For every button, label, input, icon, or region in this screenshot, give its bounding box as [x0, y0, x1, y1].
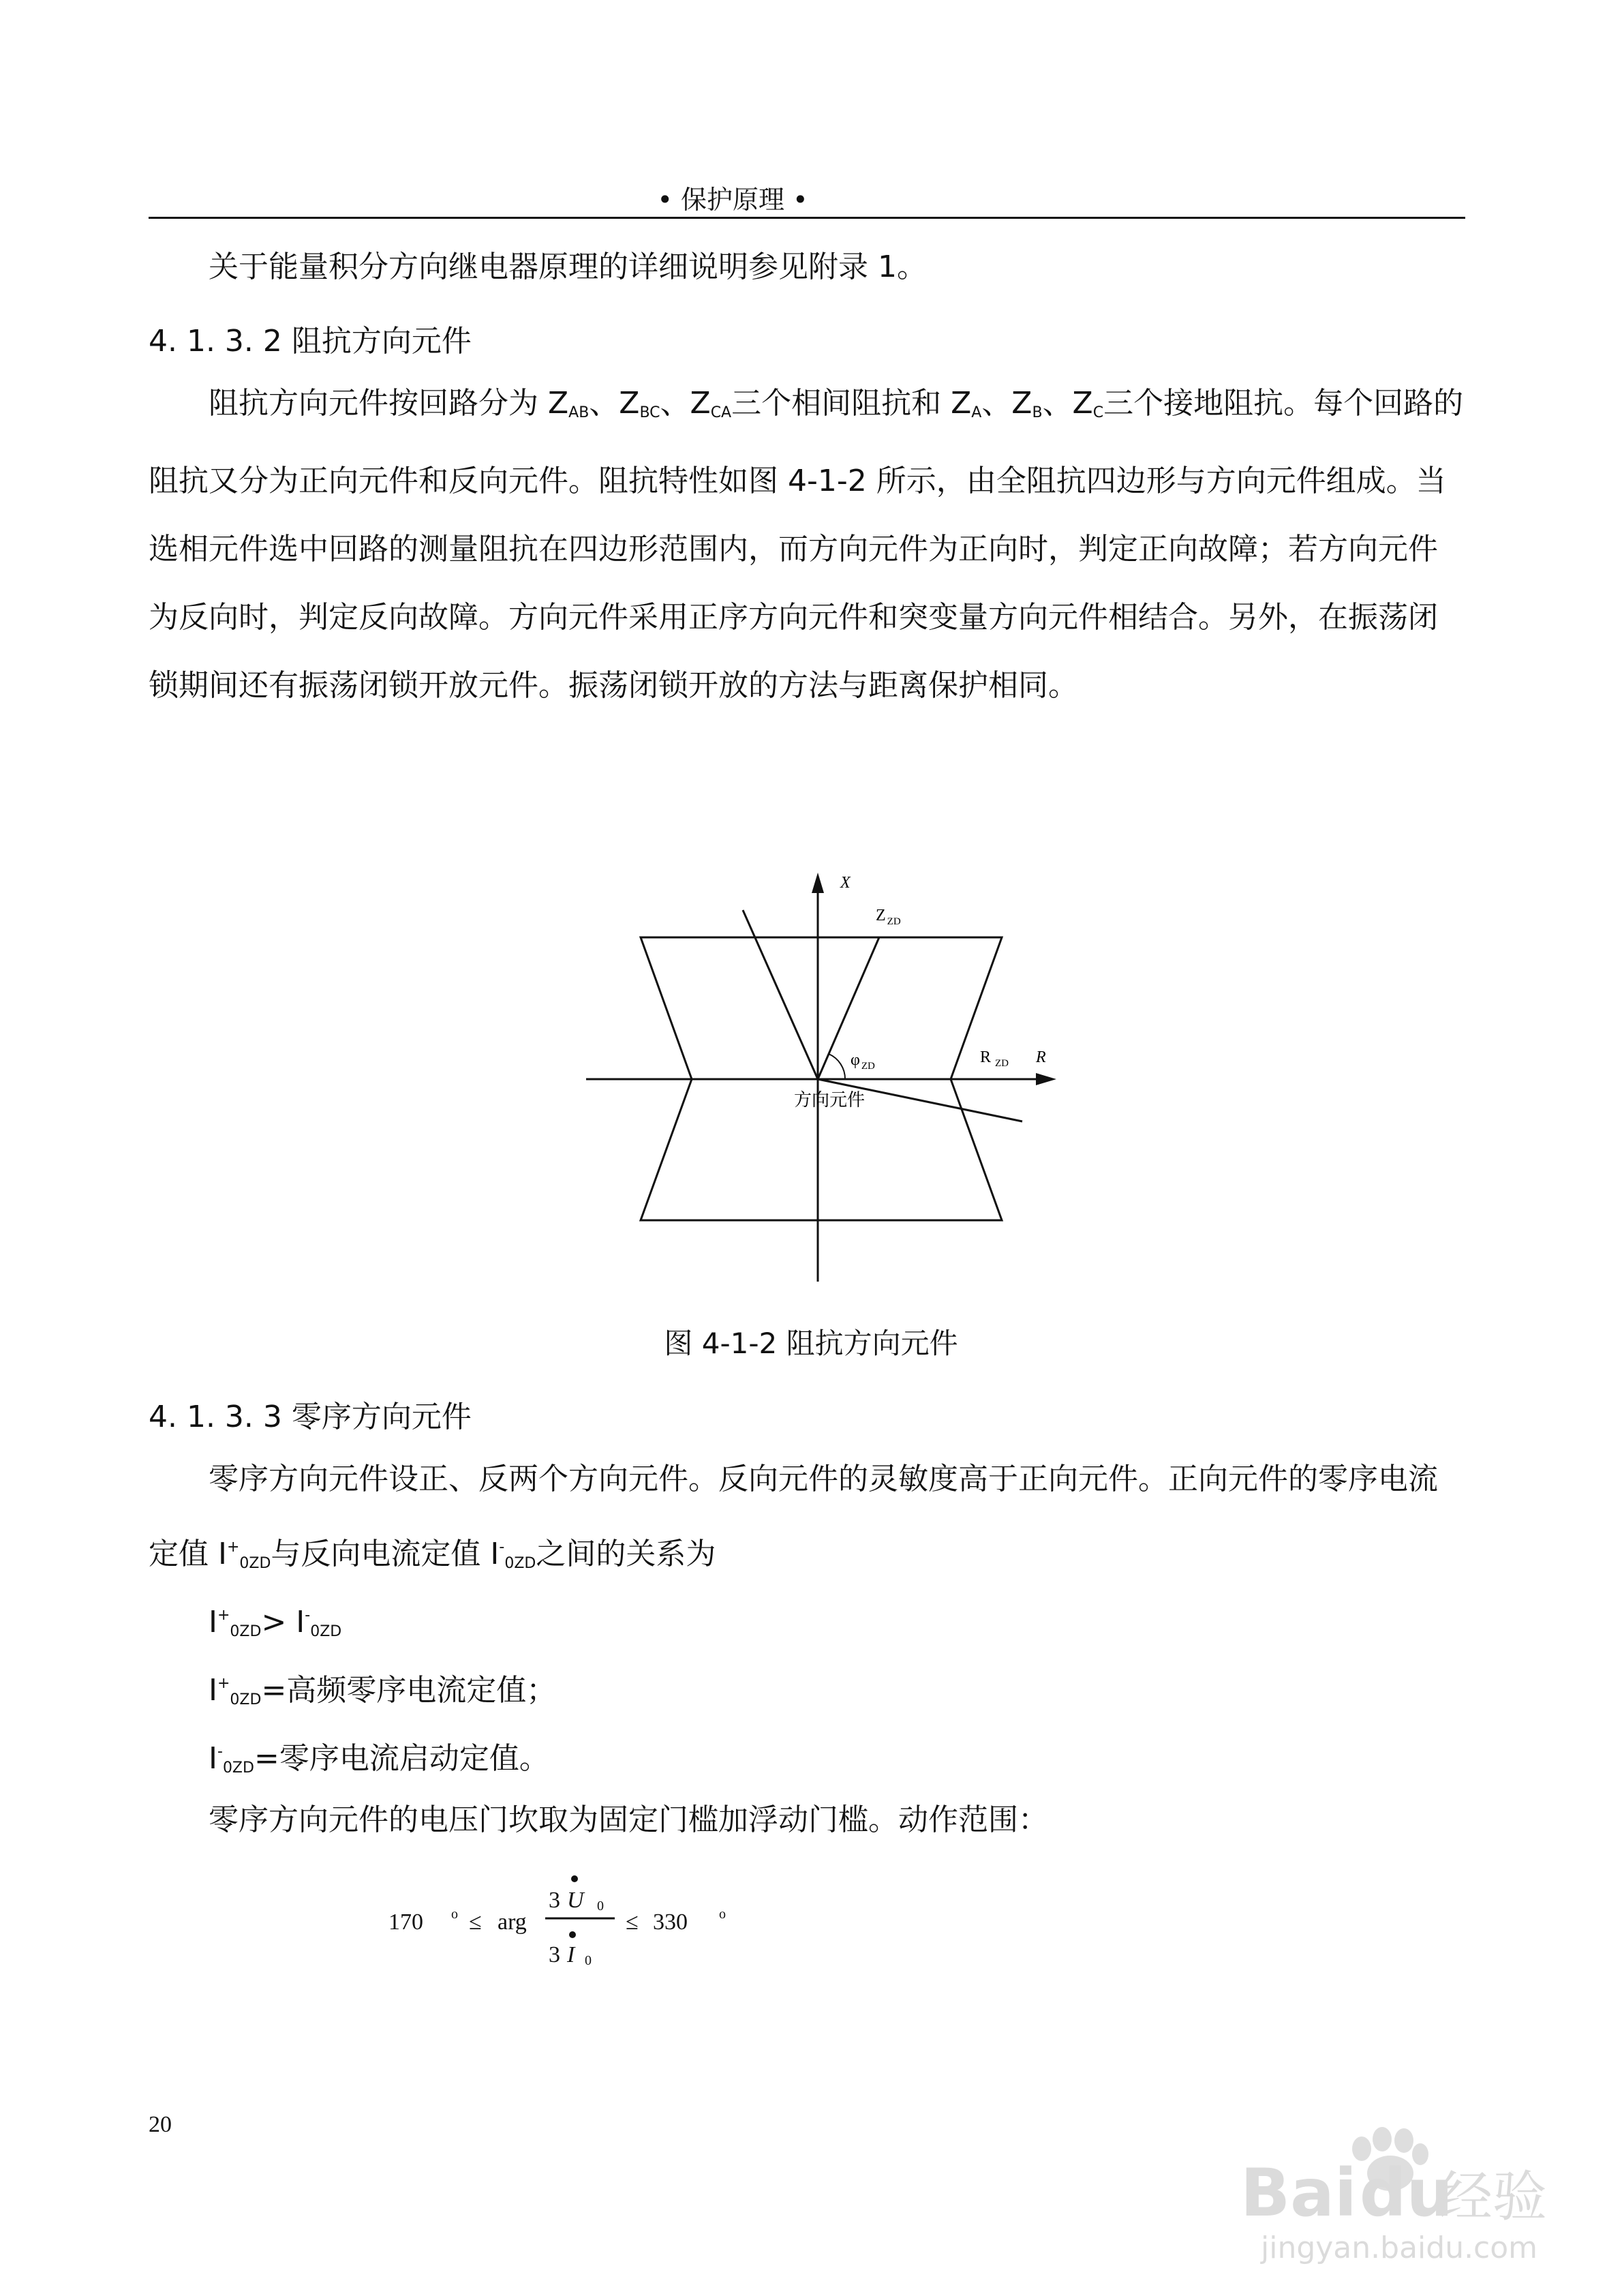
formula-low: 170 — [388, 1909, 423, 1935]
baidu-jingyan-watermark — [1240, 2113, 1595, 2270]
formula-le1: ≤ — [469, 1909, 482, 1935]
formula-den-sub: 0 — [585, 1953, 592, 1968]
r-axis-label: R — [1036, 1048, 1046, 1066]
formula-num-coef: 3 — [549, 1888, 560, 1913]
r-axis-arrow — [1036, 1073, 1056, 1085]
section-4133-paragraph — [149, 1445, 1465, 1598]
x-axis-label: X — [840, 874, 851, 892]
formula-num-var: U — [567, 1888, 584, 1913]
formula-num-sub: 0 — [597, 1899, 604, 1914]
zzd-line — [818, 937, 879, 1079]
formula-arg: arg — [498, 1909, 527, 1935]
intro-paragraph — [149, 233, 1465, 301]
header-title: • 保护原理 • — [657, 185, 808, 215]
figure-caption: 图 4-1-2 阻抗方向元件 — [664, 1327, 958, 1360]
watermark-brand-cn: 经验 — [1438, 2165, 1547, 2229]
phi-label: φ $_{ZD}$ — [851, 1051, 875, 1072]
formula-deg1: o — [451, 1907, 458, 1922]
page-number: 20 — [149, 2112, 172, 2137]
formula-den-var: I — [567, 1942, 575, 1967]
definition-line-1: $I^+_{0ZD}=$高频零序电流定值； — [209, 1673, 557, 1708]
impedance-diagram — [559, 845, 1104, 1295]
action-range-formula — [368, 1861, 777, 1984]
watermark-url: jingyan.baidu.com — [1261, 2231, 1538, 2265]
threshold-paragraph: 零序方向元件的电压门坎取为固定门槛加浮动门槛。动作范围： — [209, 1802, 1048, 1837]
intro-line: 关于能量积分方向继电器原理的详细说明参见附录 1。 — [209, 250, 927, 284]
x-axis-arrow — [812, 873, 824, 893]
section-heading-4132: 4. 1. 3. 2 阻抗方向元件 — [149, 324, 472, 359]
zzd-label: Z $_{ZD}$ — [876, 907, 901, 927]
definition-line-2: $I^-_{0ZD}=$零序电流启动定值。 — [209, 1741, 549, 1777]
boundary-line — [743, 910, 818, 1079]
zero-seq-paragraph: 零序方向元件设正、反两个方向元件。反向元件的灵敏度高于正向元件。正向元件的零序电流定值 $I^+_{0ZD}$与反向电流定值 $I^-_{0ZD}$之间的关系为 — [149, 1462, 1438, 1572]
watermark-brand: Baidu — [1240, 2155, 1453, 2231]
rzd-label: R $_{ZD}$ — [980, 1048, 1009, 1069]
formula-le2: ≤ — [626, 1909, 639, 1935]
formula-den-coef: 3 — [549, 1942, 560, 1967]
formula-high: 330 — [653, 1909, 688, 1935]
formula-den-dot — [569, 1931, 576, 1938]
direction-label: 方向元件 — [794, 1090, 866, 1110]
section-heading-4133: 4. 1. 3. 3 零序方向元件 — [149, 1400, 472, 1434]
formula-num-dot — [571, 1875, 578, 1882]
formula-deg2: o — [719, 1907, 726, 1922]
phi-arc — [829, 1054, 845, 1079]
relation-line: $I^+_{0ZD}> I^-_{0ZD}$ — [209, 1605, 342, 1640]
section-4132-paragraph — [149, 369, 1465, 720]
header-rule — [149, 217, 1465, 219]
impedance-paragraph: 阻抗方向元件按回路分为 $Z_{AB}$、$Z_{BC}$、$Z_{CA}$三个相间阻抗和 $Z_A$、$Z_B$、$Z_C$三个接地阻抗。每个回路的阻抗又分为正向元件和反向元件。阻抗特性如图 4-1-2 所示，由全阻抗四边形与方向元件组成。当选相元件选中回路的测量阻抗在四边形范围内，而方向元件为正向时，判定正向故障；若方向元件为反向时，判定反向故障。方向元件采用正序方向元件和突变量方向元件相结合。另外，在振荡闭锁期间还有振荡闭锁开放元件。振荡闭锁开放的方法与距离保护相同。 — [149, 386, 1464, 703]
